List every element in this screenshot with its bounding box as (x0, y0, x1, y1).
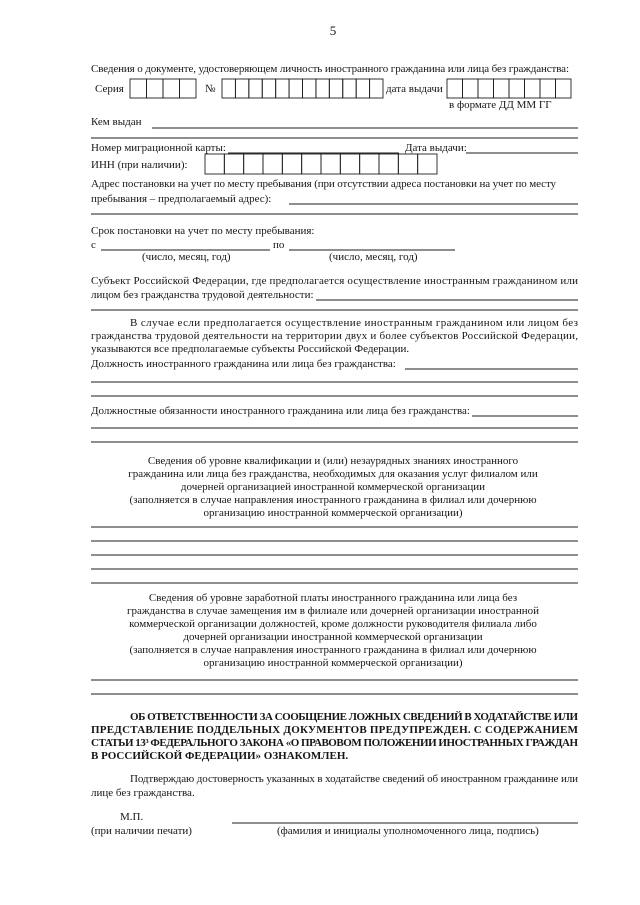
multi-region-note-line-2: гражданства трудовой деятельности на территории двух и более субъектов Российской Федерации, (91, 330, 578, 342)
registration-period-from-hint: (число, месяц, год) (142, 251, 231, 263)
signer-hint: (фамилия и инициалы уполномоченного лица, подпись) (277, 825, 539, 837)
registration-period-from-label: с (91, 239, 96, 251)
stamp-label: М.П. (120, 811, 144, 823)
salary-heading-line-5: (заполняется в случае направления иностранного гражданина в филиал или дочернюю (129, 644, 537, 656)
registration-address-label-line-2: пребывания – предполагаемый адрес): (91, 193, 272, 205)
qualification-heading-line-4: (заполняется в случае направления иностранного гражданина в филиал или дочернюю (129, 494, 537, 506)
salary-heading-line-3: коммерческой организации должностей, кроме должности руководителя филиала либо (129, 618, 537, 630)
page-number: 5 (329, 23, 337, 38)
duties-label: Должностные обязанности иностранного гражданина или лица без гражданства: (91, 405, 470, 417)
registration-period-to-label: по (273, 239, 285, 251)
salary-heading-line-6: организацию иностранной коммерческой организации) (203, 657, 463, 669)
qualification-heading-line-3: дочерней организацией иностранной коммерческой организации (180, 481, 486, 493)
migration-card-issue-date-label: Дата выдачи: (405, 142, 467, 154)
date-format-hint: в формате ДД ММ ГГ (449, 99, 552, 111)
qualification-heading-line-5: организацию иностранной коммерческой организации) (203, 507, 463, 519)
qualification-heading-line-2: гражданина или лица без гражданства, необходимых для оказания услуг филиалом или (128, 468, 538, 480)
issued-by-label: Кем выдан (91, 116, 142, 128)
number-label: № (205, 83, 216, 95)
registration-period-to-hint: (число, месяц, год) (329, 251, 418, 263)
liability-statement-line-3: СТАТЬИ 13³ ФЕДЕРАЛЬНОГО ЗАКОНА «О ПРАВОВОМ ПОЛОЖЕНИИ ИНОСТРАННЫХ ГРАЖДАН (91, 737, 578, 749)
work-region-label-line-1: Субъект Российской Федерации, где предполагается осуществление иностранным гражданином или (91, 275, 578, 287)
salary-heading-line-4: дочерней организации иностранной коммерческой организации (183, 631, 483, 643)
salary-heading-line-2: гражданства в случае замещения им в филиале или дочерней организации иностранной (127, 605, 539, 617)
stamp-hint: (при наличии печати) (91, 825, 192, 837)
multi-region-note-line-3: указываются все предполагаемые субъекты Российской Федерации. (91, 343, 410, 355)
liability-statement-line-1: ОБ ОТВЕТСТВЕННОСТИ ЗА СООБЩЕНИЕ ЛОЖНЫХ СВЕДЕНИЙ В ХОДАТАЙСТВЕ ИЛИ (130, 711, 578, 723)
identity-document-heading: Сведения о документе, удостоверяющем личность иностранного гражданина или лица без гражданства: (91, 63, 569, 75)
inn-label: ИНН (при наличии): (91, 159, 188, 171)
confirmation-line-2: лице без гражданства. (91, 787, 195, 799)
work-region-label-line-2: лицом без гражданства трудовой деятельности: (91, 289, 314, 301)
liability-statement-line-2: ПРЕДСТАВЛЕНИЕ ПОДДЕЛЬНЫХ ДОКУМЕНТОВ ПРЕДУПРЕЖДЕН. С СОДЕРЖАНИЕМ (91, 724, 578, 736)
position-label: Должность иностранного гражданина или лица без гражданства: (91, 358, 396, 370)
registration-address-label-line-1: Адрес постановки на учет по месту пребывания (при отсутствии адреса постановки на учет по месту (91, 178, 556, 190)
qualification-heading-line-1: Сведения об уровне квалификации и (или) незаурядных знаниях иностранного (147, 455, 519, 467)
confirmation-line-1: Подтверждаю достоверность указанных в ходатайстве сведений об иностранном гражданине или (130, 773, 578, 785)
liability-statement-line-4: В РОССИЙСКОЙ ФЕДЕРАЦИИ» ОЗНАКОМЛЕН. (91, 750, 349, 762)
series-label: Серия (95, 83, 124, 95)
multi-region-note-line-1: В случае если предполагается осуществление иностранным гражданином или лицом без (130, 317, 578, 329)
migration-card-number-label: Номер миграционной карты: (91, 142, 226, 154)
issue-date-label: дата выдачи (386, 83, 443, 95)
registration-period-heading: Срок постановки на учет по месту пребывания: (91, 225, 315, 237)
salary-heading-line-1: Сведения об уровне заработной платы иностранного гражданина или лица без (148, 592, 518, 604)
